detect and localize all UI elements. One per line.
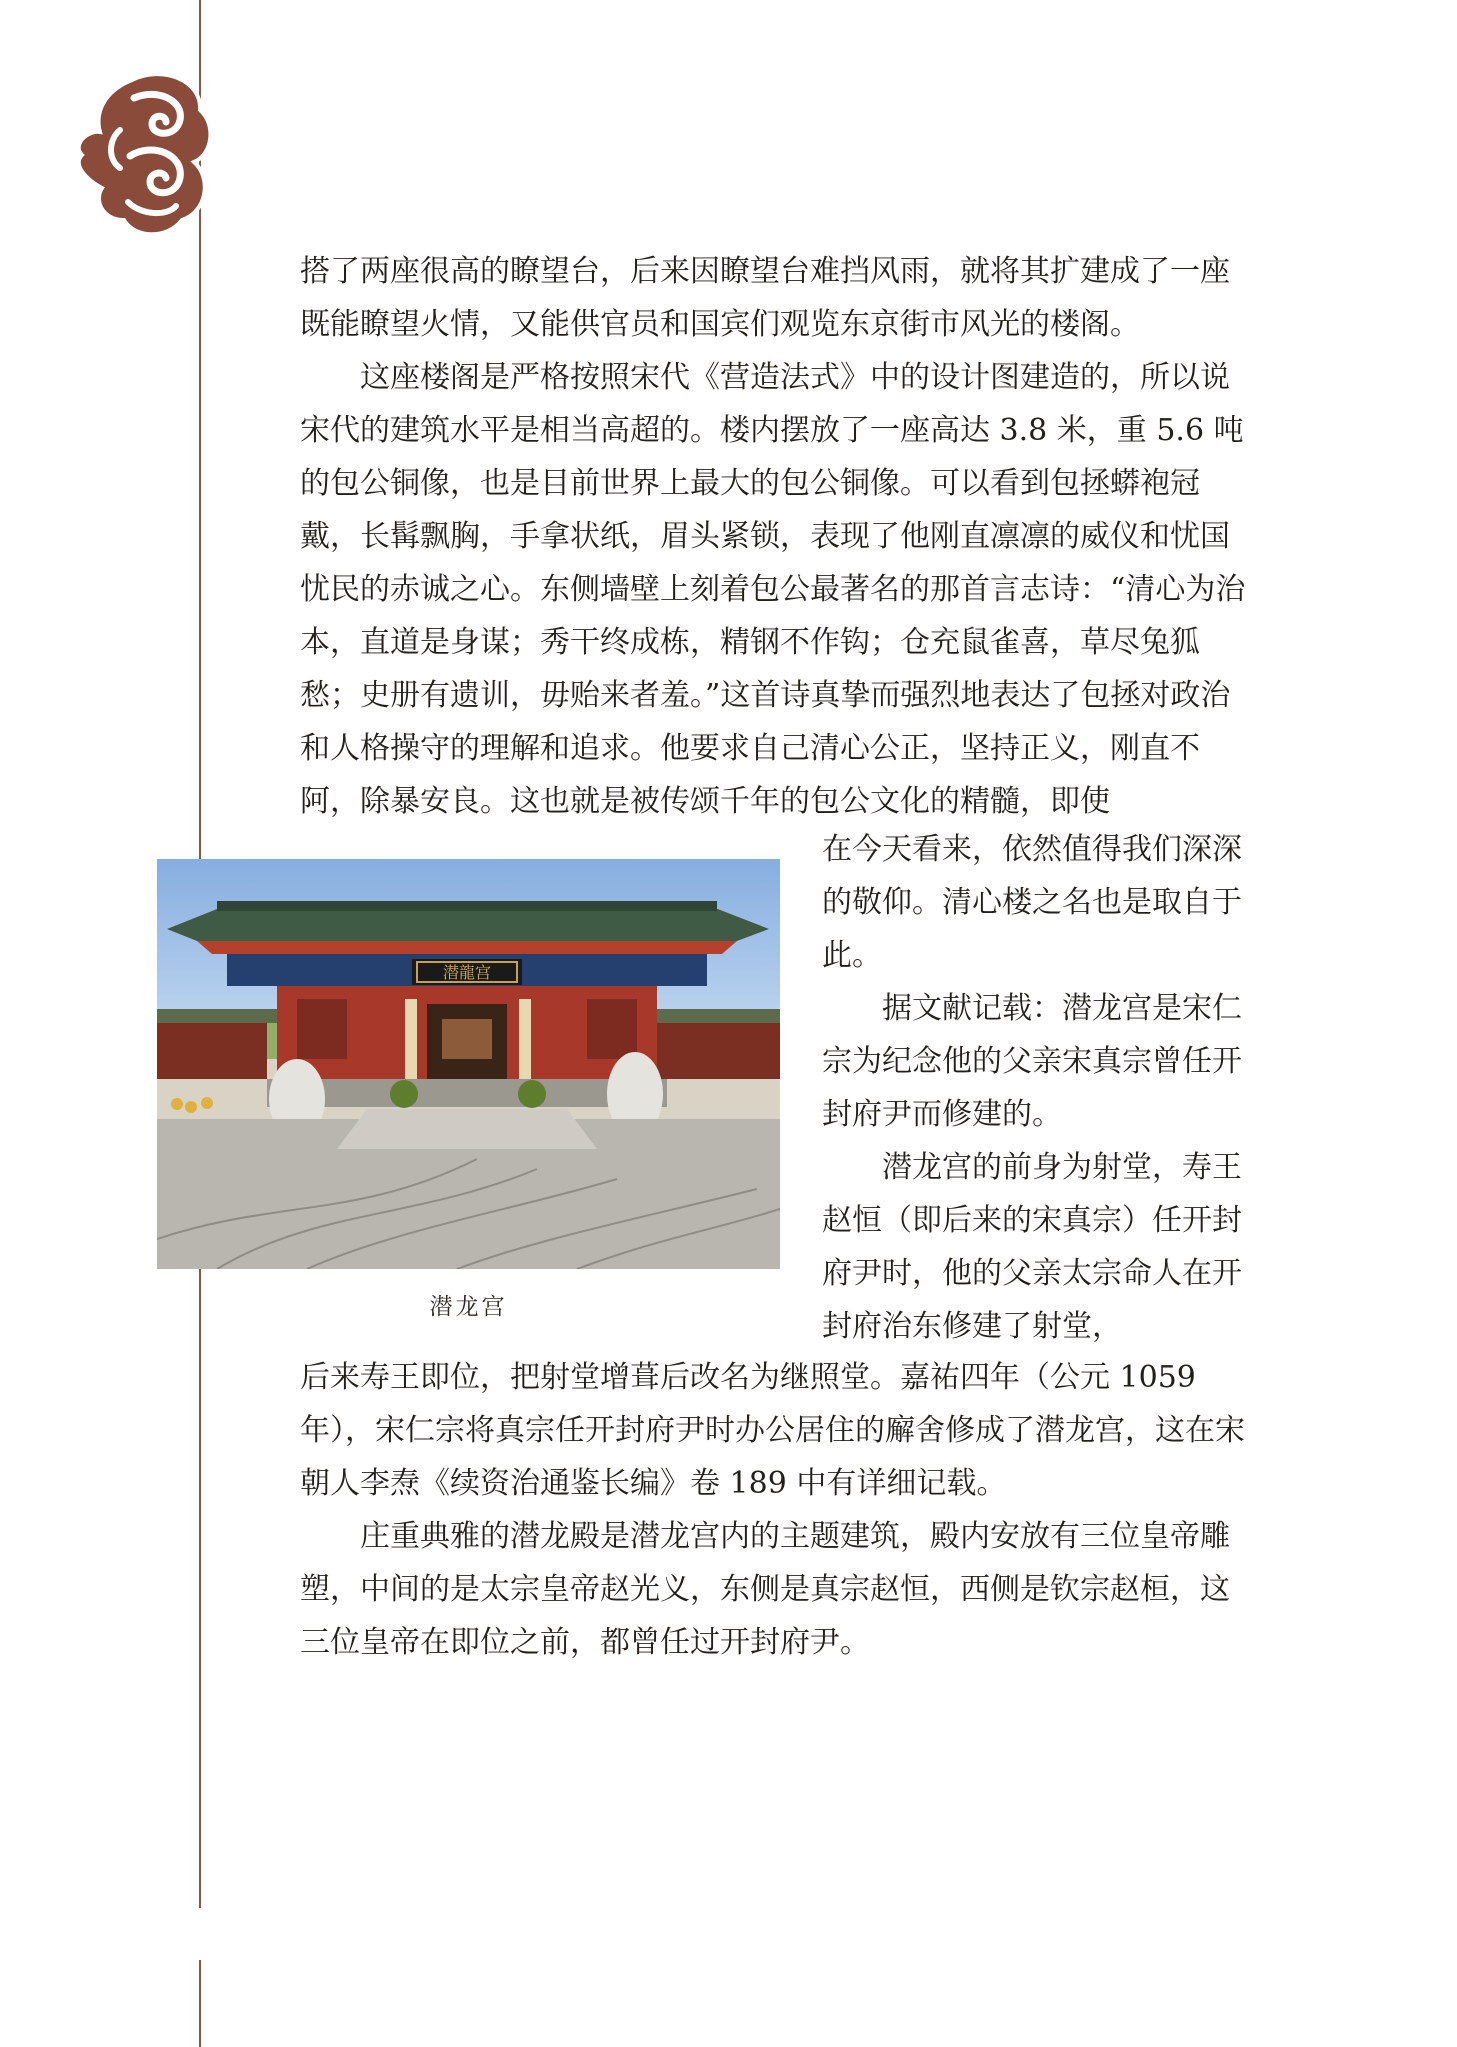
paragraph: 在今天看来，依然值得我们深深的敬仰。清心楼之名也是取自于此。 (822, 832, 1242, 973)
paragraph: 搭了两座很高的瞭望台，后来因瞭望台难挡风雨，就将其扩建成了一座既能瞭望火情，又能供官员和国宾们观览东京街市风光的楼阁。 (300, 254, 1230, 342)
photo-caption: 潜龙宫 (429, 1294, 508, 1320)
paragraph: 据文献记载：潜龙宫是宋仁宗为纪念他的父亲宋真宗曾任开封府尹而修建的。 (822, 991, 1242, 1132)
plaque-text: 潜龍宫 (442, 963, 492, 982)
body-text-wrap (822, 823, 1246, 1353)
body-text-top (300, 245, 1246, 828)
paragraph: 潜龙宫的前身为射堂，寿王赵恒（即后来的宋真宗）任开封府尹时，他的父亲太宗命人在开封府治东修建了射堂， (822, 1150, 1242, 1344)
cloud-ornament-icon (72, 70, 212, 240)
paragraph: 这座楼阁是严格按照宋代《营造法式》中的设计图建造的，所以说宋代的建筑水平是相当高超的。楼内摆放了一座高达 3.8 米，重 5.6 吨的包公铜像，也是目前世界上最大的包公铜像。可以看到包拯蟒袍冠戴，长髯飘胸，手拿状纸，眉头紧锁，表现了他刚直凛凛的威仪和忧国忧民的赤诚之心。东侧墙壁上刻着包公最著名的那首言志诗：“清心为治本，直道是身谋；秀干终成栋，精钢不作钩；仓充鼠雀喜，草尽兔狐愁；史册有遗训，毋贻来者羞。”这首诗真挚而强烈地表达了包拯对政治和人格操守的理解和追求。他要求自己清心公正，坚持正义，刚直不阿，除暴安良。这也就是被传颂千年的包公文化的精髓，即使 (300, 360, 1246, 819)
margin-rule-bottom (199, 1960, 201, 2047)
photo-qianlong-palace (157, 859, 780, 1269)
palace-gate-illustration (157, 859, 780, 1269)
paragraph: 庄重典雅的潜龙殿是潜龙宫内的主题建筑，殿内安放有三位皇帝雕塑，中间的是太宗皇帝赵光义，东侧是真宗赵恒，西侧是钦宗赵桓，这三位皇帝在即位之前，都曾任过开封府尹。 (300, 1519, 1230, 1660)
paragraph: 后来寿王即位，把射堂增葺后改名为继照堂。嘉祐四年（公元 1059 年），宋仁宗将真宗任开封府尹时办公居住的廨舍修成了潜龙宫，这在宋朝人李焘《续资治通鉴长编》卷 189 中有详细记载。 (300, 1360, 1245, 1501)
body-text-bottom (300, 1351, 1246, 1669)
